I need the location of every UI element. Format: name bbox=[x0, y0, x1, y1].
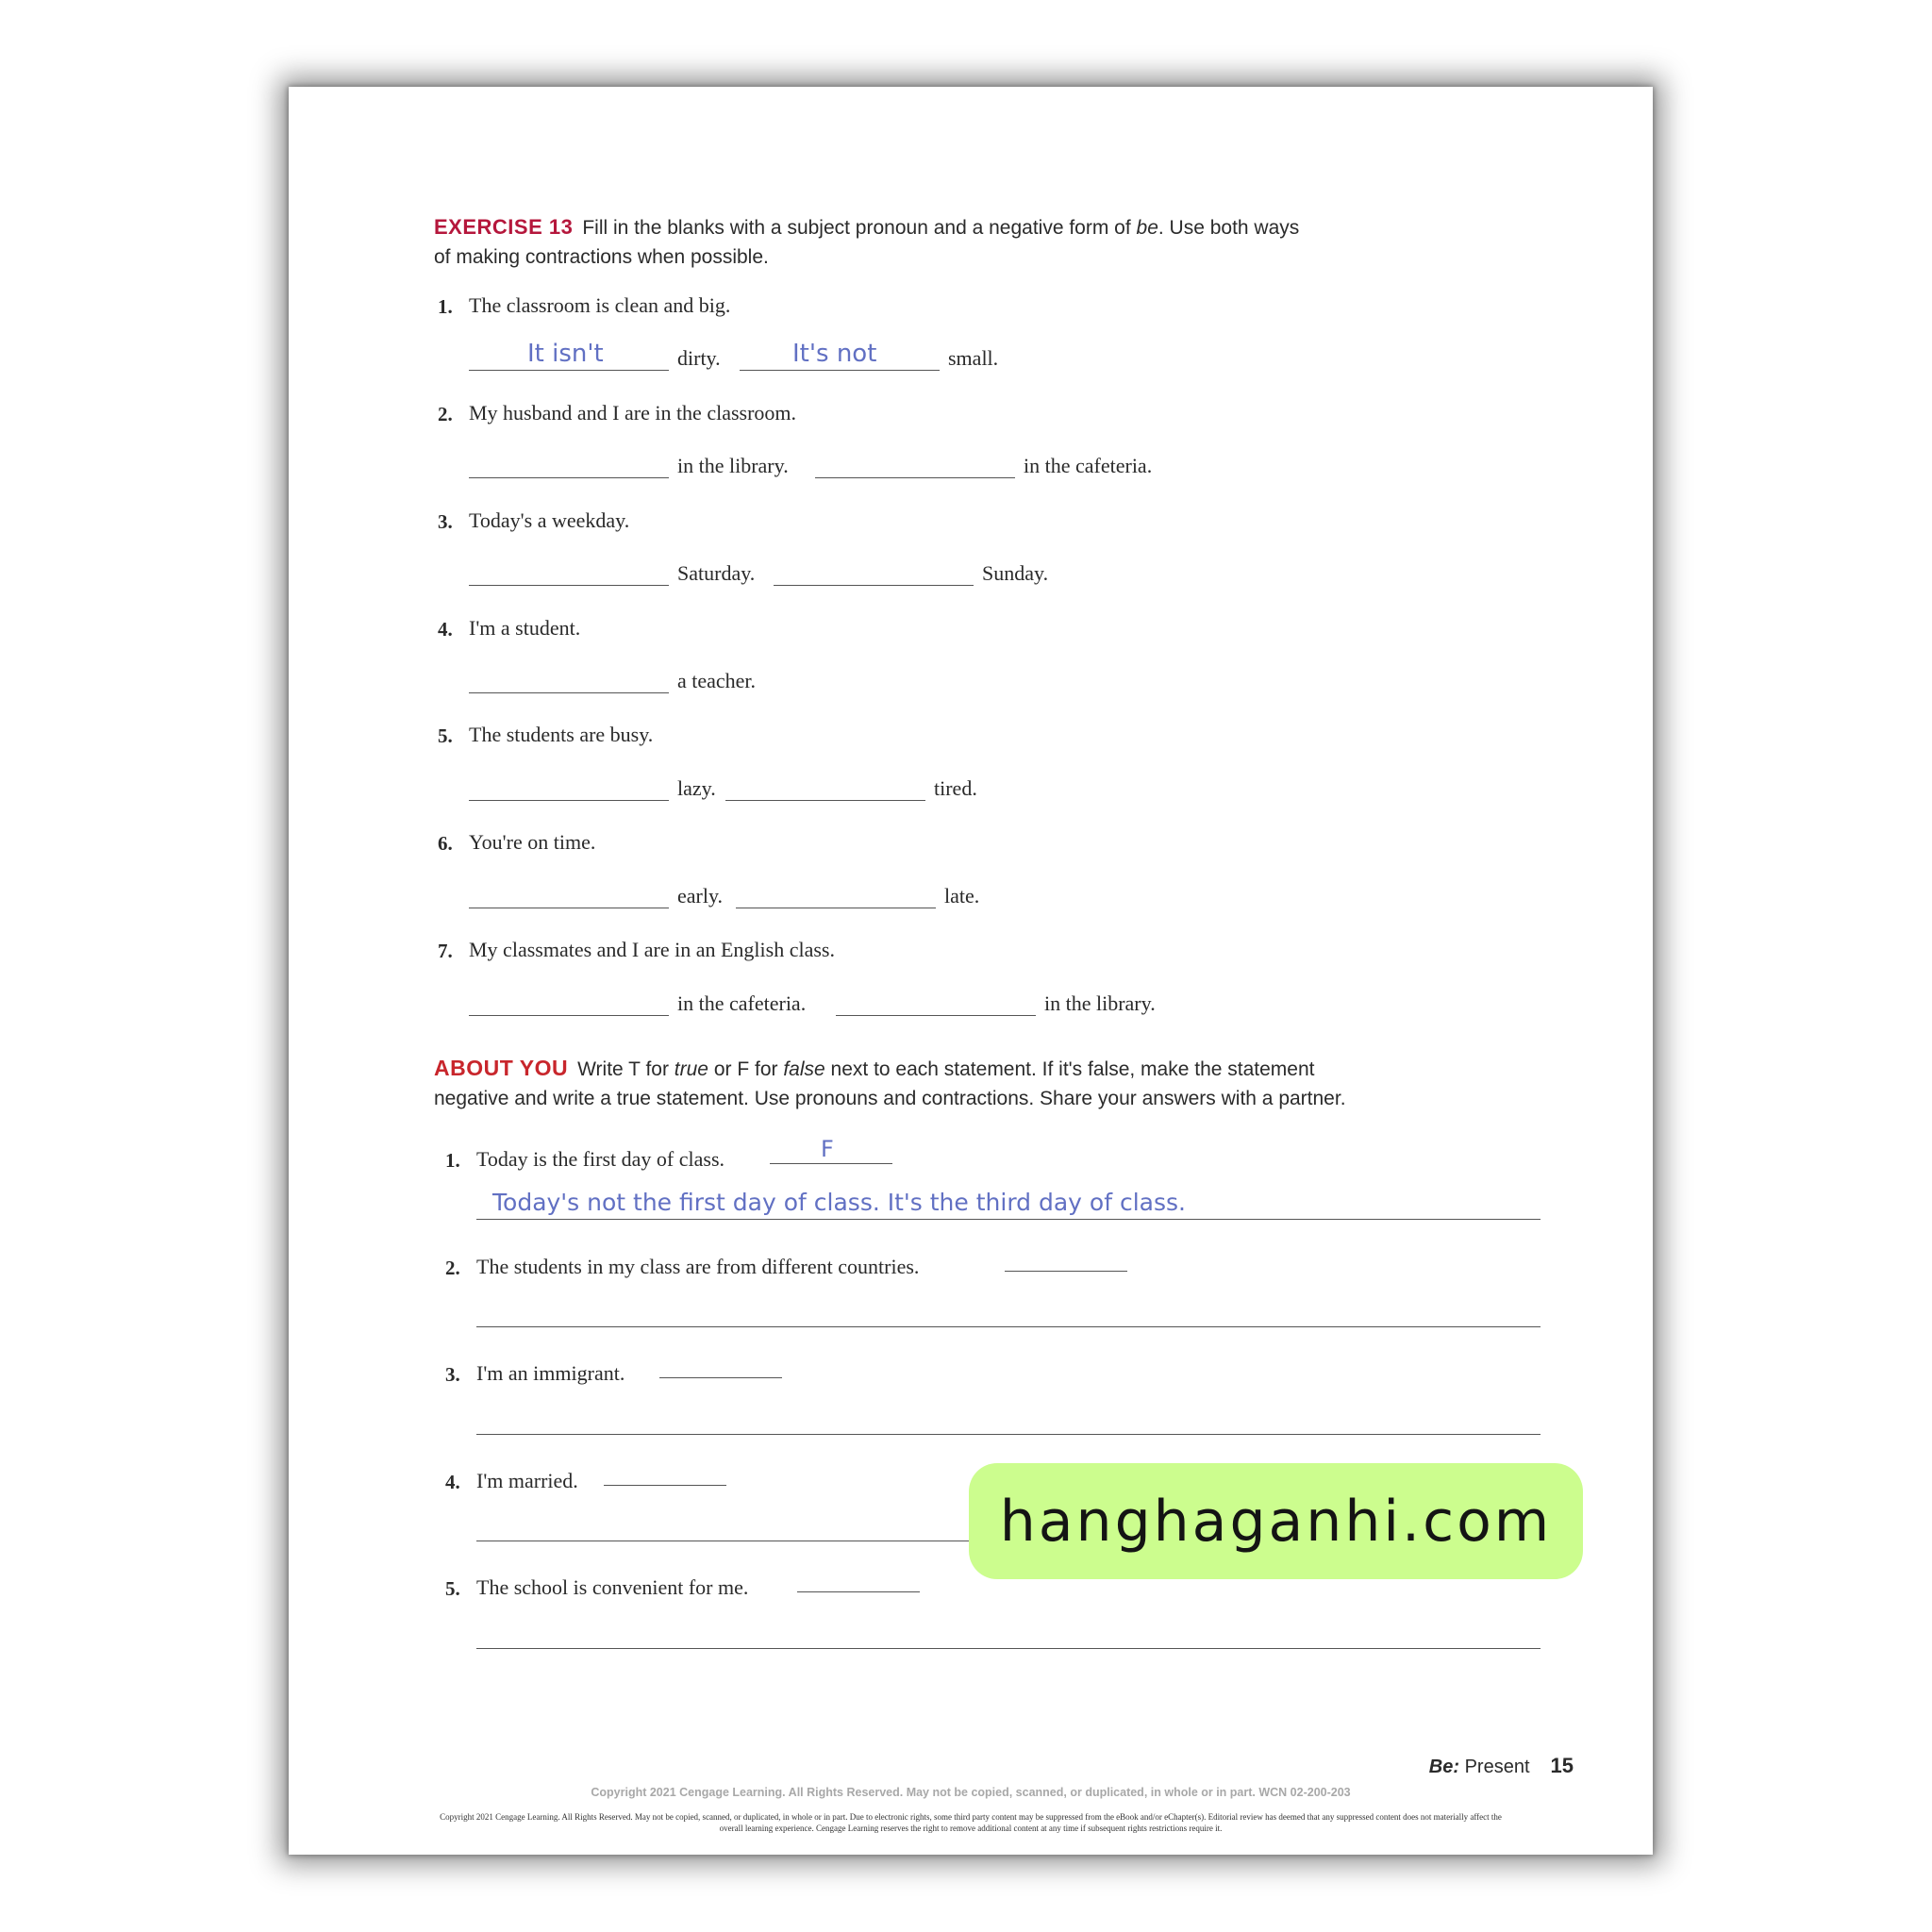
answer-blank[interactable] bbox=[469, 1015, 669, 1016]
item-number: 5. bbox=[445, 1577, 460, 1600]
item-number: 7. bbox=[438, 940, 453, 962]
blank-suffix: in the library. bbox=[1044, 991, 1156, 1015]
item-number: 3. bbox=[445, 1363, 460, 1386]
tf-blank[interactable] bbox=[604, 1485, 726, 1486]
answer-blank[interactable] bbox=[469, 477, 669, 478]
blank-suffix: early. bbox=[677, 884, 724, 908]
item-number: 2. bbox=[438, 403, 453, 425]
item-number: 4. bbox=[445, 1471, 460, 1493]
worksheet-page bbox=[289, 87, 1653, 1855]
watermark-text: hanghaganhi.com bbox=[999, 1488, 1553, 1555]
tf-blank[interactable] bbox=[1005, 1271, 1127, 1272]
blank-suffix: in the library. bbox=[677, 454, 789, 477]
item-number: 3. bbox=[438, 510, 453, 533]
statement-line[interactable] bbox=[476, 1219, 1541, 1220]
answer-blank[interactable] bbox=[469, 692, 669, 693]
about-you-instructions: ABOUT YOU Write T for true or F for false next to each statement. If it's false, make the statement negative and write a true statement. Use pronouns and contractions. Share your answers with a partner. bbox=[434, 1056, 1346, 1109]
item-prompt: The students in my class are from different countries. bbox=[476, 1255, 920, 1278]
handwritten-statement: Today's not the first day of class. It's the third day of class. bbox=[492, 1189, 1186, 1216]
exercise-13-label: EXERCISE 13 bbox=[434, 215, 574, 239]
blank-suffix: in the cafeteria. bbox=[1024, 454, 1153, 477]
handwritten-answer: It isn't bbox=[527, 340, 604, 368]
blank-suffix: dirty. bbox=[677, 346, 721, 370]
item-number: 6. bbox=[438, 832, 453, 855]
watermark-badge bbox=[969, 1463, 1583, 1579]
blank-suffix: lazy. bbox=[677, 776, 716, 800]
answer-blank[interactable] bbox=[836, 1015, 1036, 1016]
answer-blank[interactable] bbox=[774, 585, 974, 586]
statement-line[interactable] bbox=[476, 1648, 1541, 1649]
answer-blank[interactable] bbox=[469, 800, 669, 801]
statement-line[interactable] bbox=[476, 1434, 1541, 1435]
item-prompt: Today's a weekday. bbox=[469, 508, 630, 532]
item-number: 5. bbox=[438, 724, 453, 747]
exercise-13-instructions: EXERCISE 13 Fill in the blanks with a subject pronoun and a negative form of be. Use both ways of making contractions when possible. bbox=[434, 215, 1300, 268]
answer-blank[interactable] bbox=[725, 800, 925, 801]
item-prompt: I'm a student. bbox=[469, 616, 581, 640]
answer-blank[interactable] bbox=[815, 477, 1015, 478]
page-footer-label: Be: Present 15 bbox=[1428, 1754, 1574, 1777]
blank-suffix: small. bbox=[948, 346, 999, 370]
item-number: 1. bbox=[445, 1149, 460, 1172]
copyright-notice: Copyright 2021 Cengage Learning. All Rights Reserved. May not be copied, scanned, or duplicated, in whole or in part. WCN 02-200-203 bbox=[591, 1786, 1351, 1799]
blank-suffix: Sunday. bbox=[982, 561, 1049, 585]
item-prompt: I'm an immigrant. bbox=[476, 1361, 625, 1385]
blank-suffix: late. bbox=[944, 884, 980, 908]
copyright-fine-print: Copyright 2021 Cengage Learning. All Rights Reserved. May not be copied, scanned, or duplicated, in whole or in part. Due to electronic rights, some third party content may be suppressed from the eBook and/or eChapter(s). Editorial review has deemed that any suppressed content does not materially affect the overall learning experience. Cengage Learning reserves the right to remove additional content at any time if subsequent rights restrictions require it. bbox=[440, 1812, 1502, 1833]
tf-blank[interactable] bbox=[659, 1377, 782, 1378]
item-prompt: You're on time. bbox=[469, 830, 596, 854]
item-prompt: Today is the first day of class. bbox=[476, 1147, 725, 1171]
page-number: 15 bbox=[1550, 1754, 1574, 1777]
blank-suffix: in the cafeteria. bbox=[677, 991, 807, 1015]
handwritten-tf-answer: F bbox=[821, 1136, 834, 1162]
item-number: 1. bbox=[438, 295, 453, 318]
item-prompt: I'm married. bbox=[476, 1469, 578, 1492]
about-you-label: ABOUT YOU bbox=[434, 1056, 569, 1080]
answer-blank[interactable] bbox=[469, 585, 669, 586]
answer-blank[interactable] bbox=[740, 370, 940, 371]
item-number: 2. bbox=[445, 1257, 460, 1279]
statement-line[interactable] bbox=[476, 1326, 1541, 1327]
answer-blank[interactable] bbox=[469, 370, 669, 371]
blank-suffix: Saturday. bbox=[677, 561, 756, 585]
item-prompt: My classmates and I are in an English class. bbox=[469, 938, 835, 961]
item-number: 4. bbox=[438, 618, 453, 641]
tf-blank[interactable] bbox=[797, 1591, 920, 1592]
tf-blank[interactable] bbox=[770, 1163, 892, 1164]
item-prompt: The students are busy. bbox=[469, 723, 654, 746]
item-prompt: The classroom is clean and big. bbox=[469, 293, 731, 317]
handwritten-answer: It's not bbox=[792, 340, 877, 368]
item-prompt: My husband and I are in the classroom. bbox=[469, 401, 797, 425]
blank-suffix: a teacher. bbox=[677, 669, 757, 692]
item-prompt: The school is convenient for me. bbox=[476, 1575, 749, 1599]
blank-suffix: tired. bbox=[934, 776, 977, 800]
